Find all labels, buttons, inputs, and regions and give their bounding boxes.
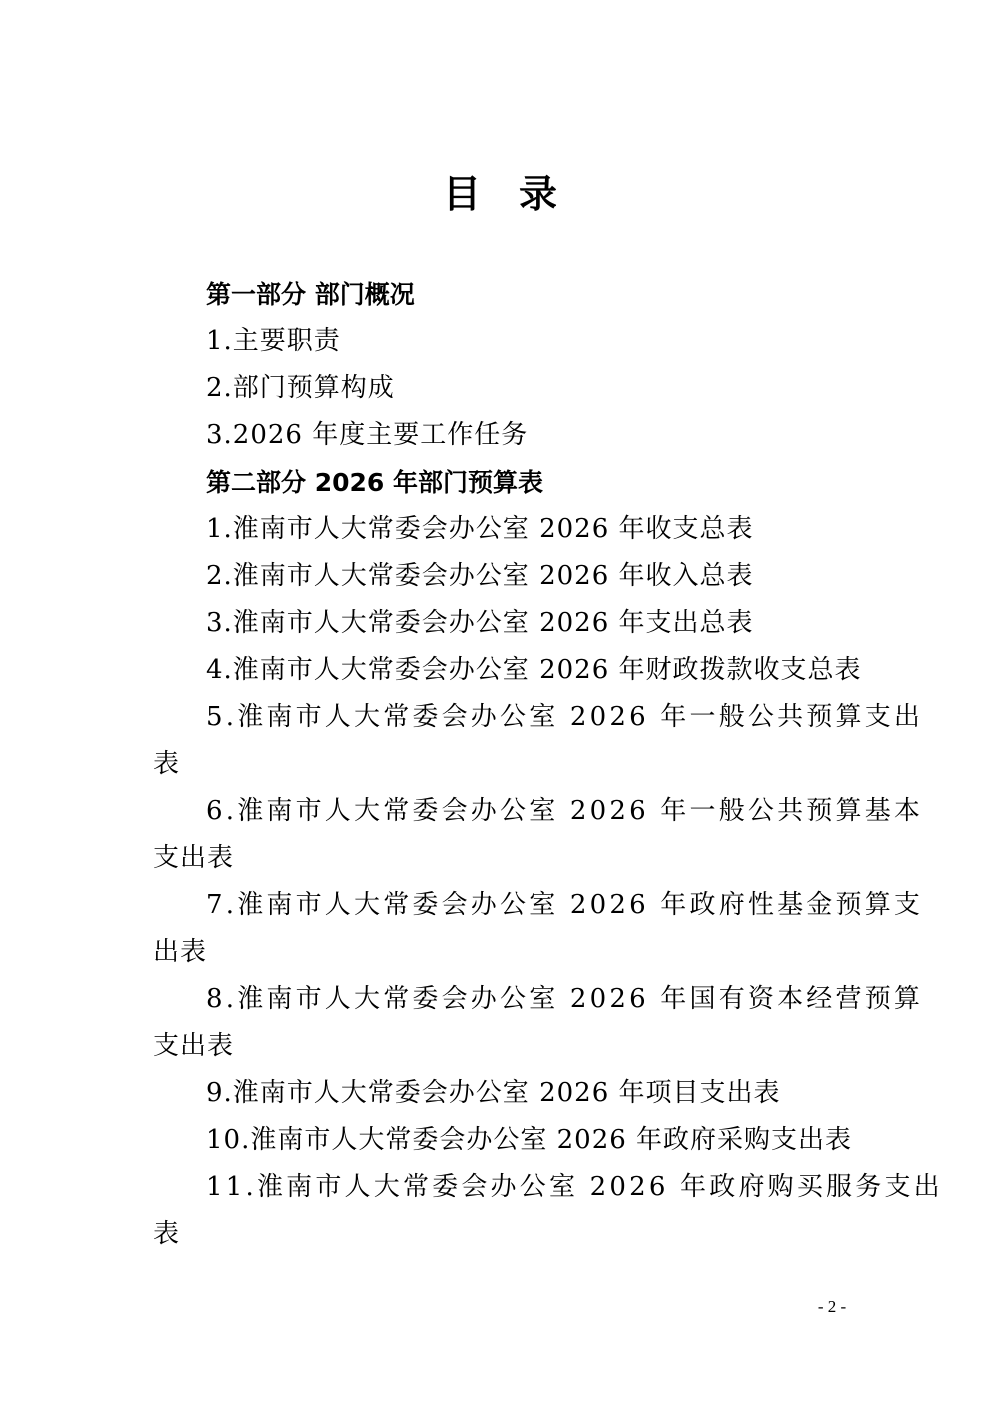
toc-item[interactable]: 3.2026 年度主要工作任务 <box>206 420 529 450</box>
toc-part-two-heading[interactable]: 第二部分 2026 年部门预算表 <box>206 468 543 497</box>
toc-item[interactable]: 10.淮南市人大常委会办公室 2026 年政府采购支出表 <box>206 1125 853 1155</box>
toc-item[interactable]: 1.淮南市人大常委会办公室 2026 年收支总表 <box>206 514 754 544</box>
toc-item-continuation[interactable]: 出表 <box>153 937 208 967</box>
toc-item[interactable]: 2.淮南市人大常委会办公室 2026 年收入总表 <box>206 561 754 591</box>
toc-item[interactable]: 11.淮南市人大常委会办公室 2026 年政府购买服务支出 <box>206 1172 943 1202</box>
toc-item[interactable]: 8.淮南市人大常委会办公室 2026 年国有资本经营预算 <box>206 984 924 1014</box>
toc-item[interactable]: 4.淮南市人大常委会办公室 2026 年财政拨款收支总表 <box>206 655 862 685</box>
toc-item-continuation[interactable]: 支出表 <box>153 843 235 873</box>
table-of-contents <box>153 271 943 1258</box>
toc-item[interactable]: 6.淮南市人大常委会办公室 2026 年一般公共预算基本 <box>206 796 924 826</box>
toc-item-continuation[interactable]: 表 <box>153 1219 181 1249</box>
toc-item[interactable]: 5.淮南市人大常委会办公室 2026 年一般公共预算支出 <box>206 702 924 732</box>
toc-item-continuation[interactable]: 支出表 <box>153 1031 235 1061</box>
toc-item[interactable]: 9.淮南市人大常委会办公室 2026 年项目支出表 <box>206 1078 781 1108</box>
toc-item[interactable]: 7.淮南市人大常委会办公室 2026 年政府性基金预算支 <box>206 890 924 920</box>
toc-item[interactable]: 3.淮南市人大常委会办公室 2026 年支出总表 <box>206 608 754 638</box>
page-title: 目录 <box>442 172 595 216</box>
page-number: - 2 - <box>817 1297 847 1316</box>
toc-item[interactable]: 1.主要职责 <box>206 326 341 356</box>
toc-item[interactable]: 2.部门预算构成 <box>206 373 395 403</box>
toc-part-one-heading[interactable]: 第一部分 部门概况 <box>206 280 415 309</box>
toc-item-continuation[interactable]: 表 <box>153 749 181 779</box>
